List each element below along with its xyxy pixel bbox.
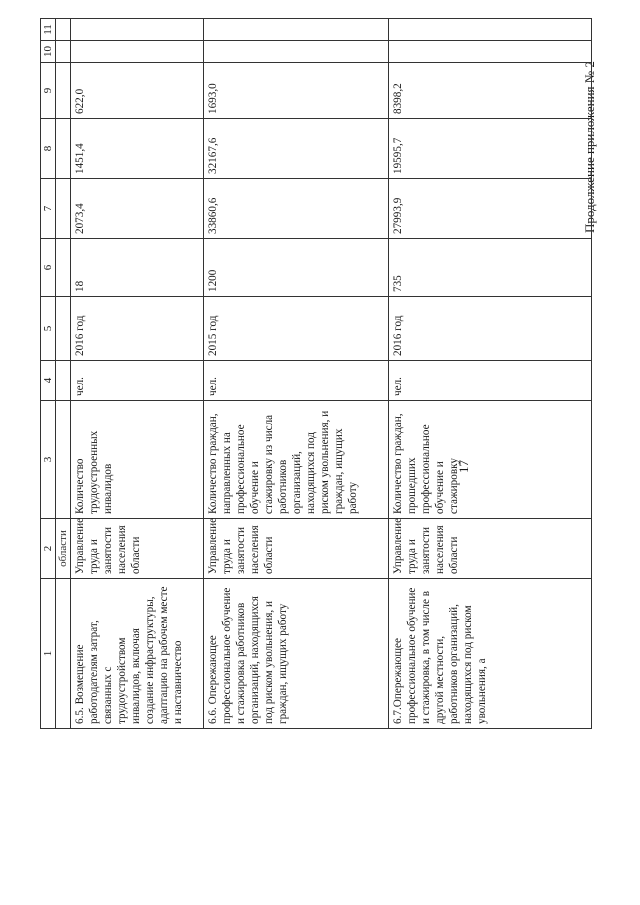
unit: чел.: [204, 361, 389, 401]
measure-name: 6.7.Опережающее профессиональное обучение и стажировка, в том числе в другой местности, работников организаций, находящихся под риском увольнения, а: [389, 579, 592, 729]
top-cut-text: области: [57, 530, 69, 567]
regional: 8398,2: [389, 63, 592, 119]
column-number-row: [41, 19, 56, 729]
continuation-label: Продолжение приложения № 2: [582, 61, 597, 233]
table-cell: [56, 179, 71, 239]
indicator: Количество граждан, прошедших профессиональное обучение и стажировку: [389, 401, 592, 519]
table-row: [71, 19, 204, 729]
table-cell: [56, 63, 71, 119]
table-row: [389, 19, 592, 729]
value: 735: [389, 239, 592, 297]
table-cell: [56, 401, 71, 519]
table-cell: [56, 519, 71, 579]
value: 18: [71, 239, 204, 297]
col10: [71, 41, 204, 63]
federal: 1451,4: [71, 119, 204, 179]
page-number: 17: [456, 460, 471, 473]
col-num: 5: [41, 297, 56, 361]
table-cell: [56, 19, 71, 41]
col-num: 3: [41, 401, 56, 519]
value: 1200: [204, 239, 389, 297]
total: 33860,6: [204, 179, 389, 239]
executor: Управление труда и занятости населения области: [389, 519, 592, 579]
executor: Управление труда и занятости населения области: [204, 519, 389, 579]
col-num: 9: [41, 63, 56, 119]
year: 2016 год: [71, 297, 204, 361]
table-cell: [56, 119, 71, 179]
regional: 1693,0: [204, 63, 389, 119]
measure-name: 6.6. Опережающее профессиональное обучение и стажировка работников организаций, находящихся под риском увольнения, и граждан, ищущих работу: [204, 579, 389, 729]
appendix-table: [40, 18, 592, 729]
federal: 32167,6: [204, 119, 389, 179]
table-cell: [56, 579, 71, 729]
col-num: 11: [41, 19, 56, 41]
unit: чел.: [71, 361, 204, 401]
col-num: 4: [41, 361, 56, 401]
regional: 622,0: [71, 63, 204, 119]
federal: 19595,7: [389, 119, 592, 179]
col-num: 8: [41, 119, 56, 179]
col-num: 7: [41, 179, 56, 239]
col-num: 10: [41, 41, 56, 63]
table-cell: [56, 239, 71, 297]
table-cell: [56, 297, 71, 361]
unit: чел.: [389, 361, 592, 401]
table-row: [204, 19, 389, 729]
measure-name: 6.5. Возмещение работодателям затрат, связанных с трудоустройством инвалидов, включая создание инфраструктуры, адаптацию на рабочем месте и наставничество: [71, 579, 204, 729]
executor: Управление труда и занятости населения области: [71, 519, 204, 579]
col-num: 2: [41, 519, 56, 579]
table-cell: [56, 41, 71, 63]
col10: [204, 41, 389, 63]
year: 2016 год: [389, 297, 592, 361]
total: 2073,4: [71, 179, 204, 239]
col-num: 1: [41, 579, 56, 729]
table-cell: [56, 361, 71, 401]
indicator: Количество граждан, направленных на профессиональное обучение и стажировку из числа работников организаций, находящихся под риском увольнения, и граждан, ищущих работу: [204, 401, 389, 519]
col-num: 6: [41, 239, 56, 297]
year: 2015 год: [204, 297, 389, 361]
col11: [389, 19, 592, 41]
col11: [71, 19, 204, 41]
total: 27993,9: [389, 179, 592, 239]
col11: [204, 19, 389, 41]
col10: [389, 41, 592, 63]
indicator: Количество трудоустроенных инвалидов: [71, 401, 204, 519]
cut-row: [56, 19, 71, 729]
